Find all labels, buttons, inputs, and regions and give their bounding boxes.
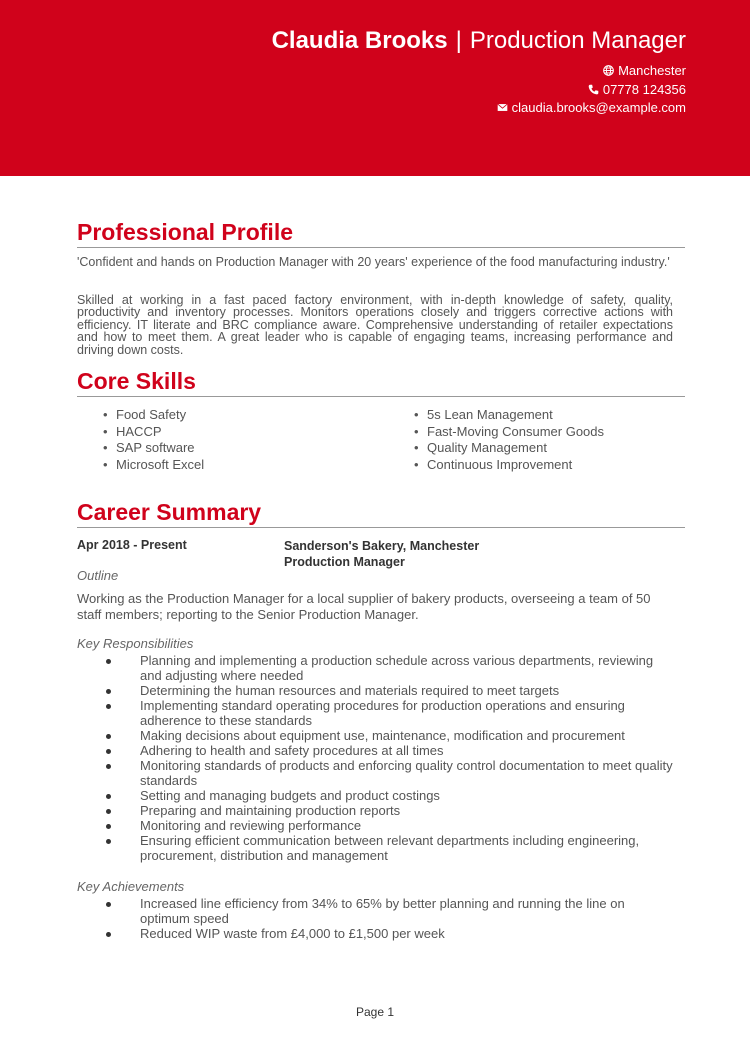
- list-item: Increased line efficiency from 34% to 65% by better planning and running the line on optimum speed: [77, 896, 677, 926]
- list-item: Planning and implementing a production schedule across various departments, reviewing and adjusting where needed: [77, 653, 677, 683]
- career-heading: Career Summary: [77, 499, 262, 525]
- list-item: Implementing standard operating procedures for production operations and ensuring adherence to these standards: [77, 698, 677, 728]
- skill-item: • Quality Management: [414, 440, 547, 455]
- bullet-icon: [106, 659, 111, 664]
- job-dates: Apr 2018 - Present: [77, 538, 187, 552]
- skill-item: • SAP software: [103, 440, 195, 455]
- profile-section-heading: [77, 217, 685, 248]
- profile-heading: Professional Profile: [77, 219, 294, 245]
- role-title: Production Manager: [284, 555, 405, 569]
- list-item: Ensuring efficient communication between relevant departments including engineering, procurement, distribution and management: [77, 833, 677, 863]
- skills-column-left: [103, 407, 204, 473]
- bullet-icon: [106, 902, 111, 907]
- globe-icon: [603, 65, 614, 76]
- outline-text: Working as the Production Manager for a local supplier of bakery products, overseeing a team of 50 staff members; reporting to the Senior Production Manager.: [77, 591, 651, 622]
- envelope-icon: [497, 102, 508, 113]
- skill-item: • Continuous Improvement: [414, 456, 573, 472]
- achievements-list: [77, 896, 677, 941]
- job-title: Production Manager: [469, 27, 686, 54]
- skill-item: • HACCP: [103, 423, 162, 439]
- phone-text: 07778 124356: [602, 81, 686, 97]
- profile-summary: Skilled at working in a fast paced factory environment, with in-depth knowledge of safety, quality, productivity and inventory processes. Monitors operations closely and triggers corrective actions with efficiency. IT literate and BRC compliance aware. Comprehensive understanding of retailer expectations and how to meet them. A great leader who is capable of engaging teams, increasing performance and driving down costs.: [77, 293, 673, 357]
- bullet-icon: [106, 734, 111, 739]
- title-separator: |: [455, 27, 462, 54]
- contact-location: [497, 62, 686, 81]
- bullet-icon: [106, 839, 111, 844]
- location-text: Manchester: [618, 63, 686, 78]
- job-company-role: [284, 538, 479, 570]
- bullet-icon: [106, 764, 111, 769]
- phone-icon: [588, 84, 599, 95]
- list-item: Monitoring and reviewing performance: [77, 818, 677, 833]
- responsibilities-label: Key Responsibilities: [77, 636, 194, 651]
- list-item: Making decisions about equipment use, maintenance, modification and procurement: [77, 728, 677, 743]
- company-name: Sanderson's Bakery, Manchester: [284, 539, 480, 553]
- bullet-icon: [106, 749, 111, 754]
- skill-item: • Food Safety: [103, 407, 187, 422]
- list-item: Determining the human resources and materials required to meet targets: [77, 683, 677, 698]
- list-item: Adhering to health and safety procedures at all times: [77, 743, 677, 758]
- list-item: Reduced WIP waste from £4,000 to £1,500 per week: [77, 926, 677, 941]
- bullet-icon: [106, 794, 111, 799]
- skill-item: • Microsoft Excel: [103, 456, 205, 472]
- skills-column-right: [414, 407, 604, 473]
- header-banner: [0, 0, 750, 176]
- responsibilities-list: [77, 653, 677, 863]
- list-item: Setting and managing budgets and product costings: [77, 788, 677, 803]
- skills-section-heading: [77, 366, 685, 397]
- contact-email: [497, 99, 686, 118]
- page-number: Page 1: [355, 1005, 395, 1019]
- bullet-icon: [106, 704, 111, 709]
- skill-item: • 5s Lean Management: [414, 407, 553, 422]
- email-text[interactable]: claudia.brooks@example.com: [511, 100, 686, 115]
- career-section-heading: [77, 497, 685, 528]
- bullet-icon: [106, 824, 111, 829]
- header-title: [272, 27, 686, 55]
- bullet-icon: [106, 689, 111, 694]
- profile-quote: 'Confident and hands on Production Manager with 20 years' experience of the food manufacturing industry.': [77, 255, 670, 269]
- achievements-label: Key Achievements: [77, 879, 185, 894]
- candidate-name: Claudia Brooks: [271, 27, 448, 54]
- skill-item: • Fast-Moving Consumer Goods: [414, 423, 605, 439]
- outline-label: Outline: [77, 568, 119, 583]
- list-item: Preparing and maintaining production reports: [77, 803, 677, 818]
- skills-heading: Core Skills: [77, 368, 196, 394]
- contact-details: [497, 62, 686, 118]
- bullet-icon: [106, 809, 111, 814]
- contact-phone: [497, 81, 686, 100]
- bullet-icon: [106, 932, 111, 937]
- list-item: Monitoring standards of products and enforcing quality control documentation to meet quality standards: [77, 758, 677, 788]
